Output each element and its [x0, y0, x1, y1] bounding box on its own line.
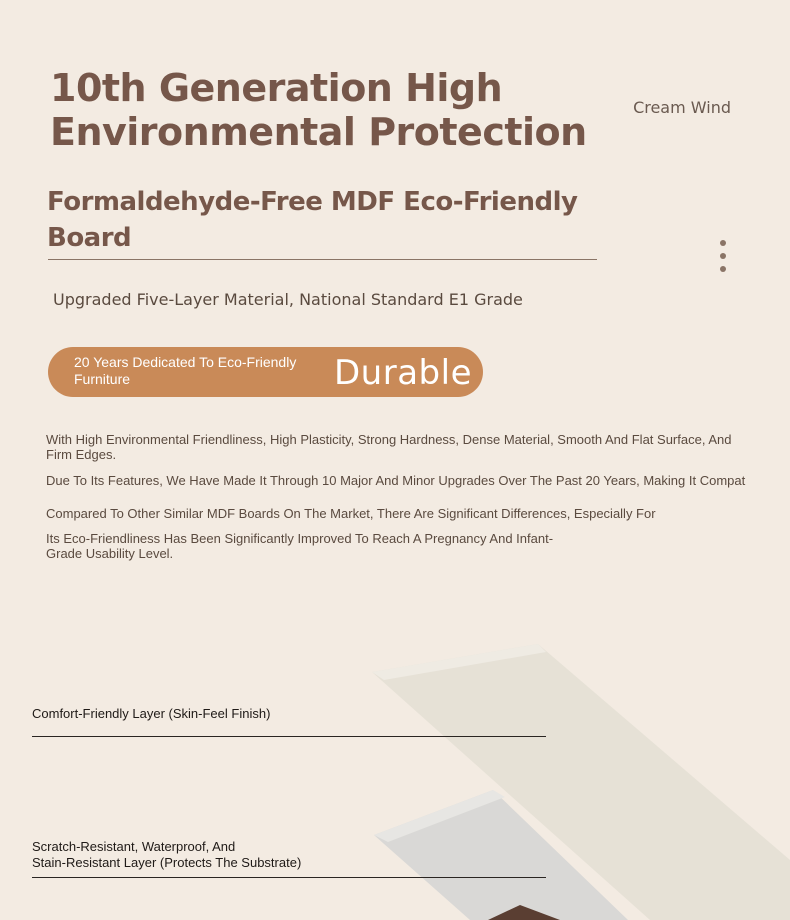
grade-text: Upgraded Five-Layer Material, National Standard E1 Grade [53, 290, 523, 309]
layer-label-protective-line-1: Scratch-Resistant, Waterproof, And [32, 839, 236, 854]
description-paragraph-2: Due To Its Features, We Have Made It Through 10 Major And Minor Upgrades Over The Past 20 Years, Making It Compat [46, 473, 746, 488]
layer-label-comfort: Comfort-Friendly Layer (Skin-Feel Finish) [32, 706, 271, 721]
description-paragraph-3: Compared To Other Similar MDF Boards On The Market, There Are Significant Differences, Especially For [46, 506, 656, 521]
product-subtitle: Formaldehyde-Free MDF Eco-Friendly Board [47, 187, 578, 253]
title-line-2: Environmental Protection [50, 110, 587, 154]
layer-label-protective [32, 839, 301, 871]
title-line-1: 10th Generation High [50, 66, 503, 110]
pill-tagline: 20 Years Dedicated To Eco-Friendly Furniture [74, 354, 297, 387]
pill-keyword: Durable [334, 353, 472, 393]
description-paragraph-1: With High Environmental Friendliness, High Plasticity, Strong Hardness, Dense Material, Smooth And Flat Surface, And Firm Edges. [46, 432, 732, 462]
description-paragraph-4: Its Eco-Friendliness Has Been Significantly Improved To Reach A Pregnancy And Infant-Grade Usability Level. [46, 531, 554, 561]
layer-label-protective-line-2: Stain-Resistant Layer (Protects The Substrate) [32, 855, 302, 870]
layer-rule-protective [32, 877, 546, 878]
layer-rule-comfort [32, 736, 546, 737]
brand-name: Cream Wind [633, 98, 731, 117]
